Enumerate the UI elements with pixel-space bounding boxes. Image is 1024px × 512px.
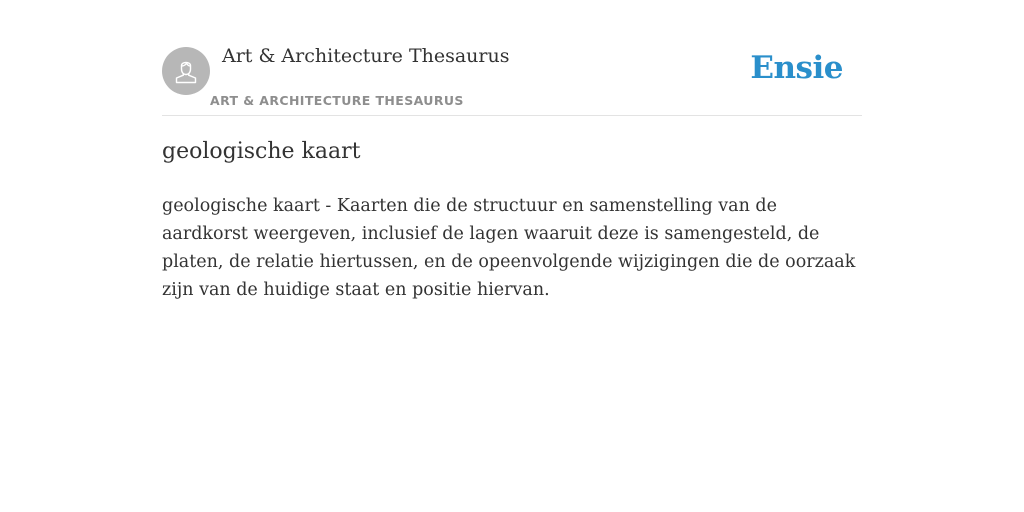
entry-title: geologische kaart (162, 139, 361, 164)
header (162, 0, 862, 116)
author-subtitle: ART & ARCHITECTURE THESAURUS (210, 93, 464, 108)
entry-definition: geologische kaart - Kaarten die de structuur en samenstelling van de aardkorst weergeven, inclusief de lagen waaruit deze is samengesteld, de platen, de relatie hiertussen, en de opeenvolgende wijzigingen die de oorzaak zijn van de huidige staat en positie hiervan. (162, 196, 856, 300)
author-name-link[interactable]: Art & Architecture Thesaurus (222, 45, 510, 67)
brand-logo[interactable]: Ensie (750, 50, 843, 86)
user-outline-icon (171, 56, 201, 86)
avatar[interactable] (162, 47, 210, 95)
